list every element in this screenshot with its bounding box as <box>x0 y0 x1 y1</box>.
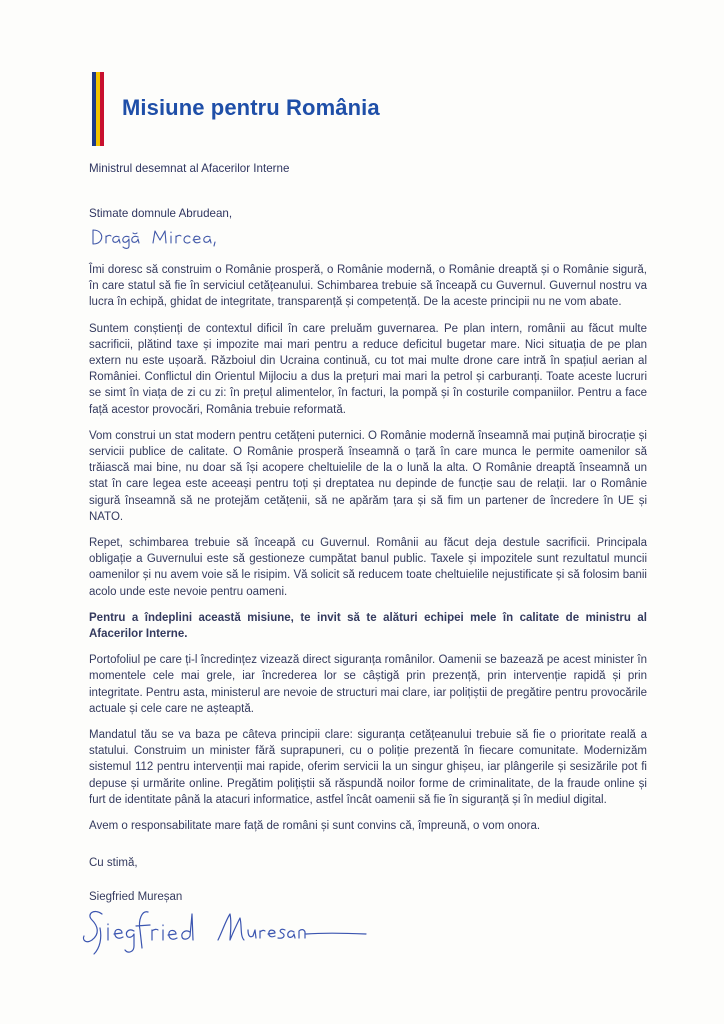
romanian-flag-bar <box>92 72 104 146</box>
paragraph-3: Vom construi un stat modern pentru cetățeni puternici. O Românie modernă înseamnă mai puțină birocrație și servicii publice de calitate. O Românie prosperă înseamnă o țară în care munca le permite oamenilor să trăiască mai bine, nu doar să își acopere cheltuielile de la o lună la alta. O Românie dreaptă înseamnă un stat în care legea este aceeași pentru toți și dreptatea nu depinde de funcție sau de relații. Iar o Românie sigură înseamnă să ne protejăm cetățenii, să ne apărăm țara și să fim un partener de încredere în UE și NATO. <box>89 429 647 523</box>
invitation-paragraph: Pentru a îndeplini această misiune, te invit să te alături echipei mele în calitate de ministru al Afacerilor Interne. <box>89 611 647 641</box>
addressee-role: Ministrul desemnat al Afacerilor Interne <box>89 162 290 175</box>
handwritten-signature <box>80 900 370 960</box>
paragraph-2: Suntem conștienți de contextul dificil în care preluăm guvernarea. Pe plan intern, românii au făcut multe sacrificii, plătind taxe și impozite mai mari pentru a reduce deficitul bugetar mare. Nici situația de pe plan extern nu este ușoară. Războiul din Ucraina continuă, cu tot mai multe drone care intră în spațiul aerian al României. Conflictul din Orientul Mijlociu a dus la prețuri mai mari la petrol și carburanți. Toate aceste lucruri se simt în viața de zi cu zi: în prețul alimentelor, în facturi, la pompă și în costurile companiilor. Pentru a face față acestor provocări, România trebuie reformată. <box>89 322 647 416</box>
paragraph-1: Îmi doresc să construim o Românie prosperă, o Românie modernă, o Românie dreaptă și o Românie sigură, în care statul să fie în serviciul cetățeanului. Schimbarea trebuie să înceapă cu Guvernul. Guvernul nostru va lucra în echipă, ghidat de integritate, transparență și competență. De la aceste principii nu ne vom abate. <box>89 264 647 309</box>
paragraph-6: Portofoliul pe care ți-l încredințez vizează direct siguranța românilor. Oamenii se bazează pe acest minister în momentele cele mai grele, iar încrederea lor se câștigă prin prezență, prin intervenție rapidă și prin integritate. Pentru asta, ministerul are nevoie de structuri mai clare, iar polițiștii de pregătire pentru provocările actuale și cele care ne așteaptă. <box>89 654 648 715</box>
letter-body <box>89 262 647 844</box>
flag-stripe-red <box>100 72 104 146</box>
paragraph-4: Repet, schimbarea trebuie să înceapă cu Guvernul. Românii au făcut deja destule sacrificii. Principala obligație a Guvernului este să gestioneze cumpătat banul public. Taxele și impozitele sunt rezultatul muncii oamenilor și nu avem voie să le risipim. Vă solicit să reducem toate cheltuielile nejustificate și să folosim banii acolo unde este nevoie pentru oameni. <box>89 537 647 598</box>
paragraph-7: Mandatul tău se va baza pe câteva principii clare: siguranța cetățeanului trebuie să fie o prioritate reală a statului. Construim un minister fără suprapuneri, cu o poliție prezentă în fiecare comunitate. Modernizăm sistemul 112 pentru intervenții mai rapide, oferim servicii la un singur ghișeu, iar plângerile și sesizările pot fi depuse și urmărite online. Pregătim polițiștii să răspundă noilor forme de criminalitate, de la fraude online și furt de identitate până la atacuri informatice, astfel încât oamenii să fie în siguranță și în mediul digital. <box>89 729 647 806</box>
paragraph-8: Avem o responsabilitate mare față de români și sunt convins că, împreună, o vom onora. <box>89 820 541 833</box>
handwritten-salutation <box>89 222 229 250</box>
letterhead-title: Misiune pentru România <box>122 95 380 120</box>
signer-name: Siegfried Mureșan <box>89 891 183 903</box>
formal-greeting: Stimate domnule Abrudean, <box>89 207 233 220</box>
closing-salutation: Cu stimă, <box>89 857 138 869</box>
